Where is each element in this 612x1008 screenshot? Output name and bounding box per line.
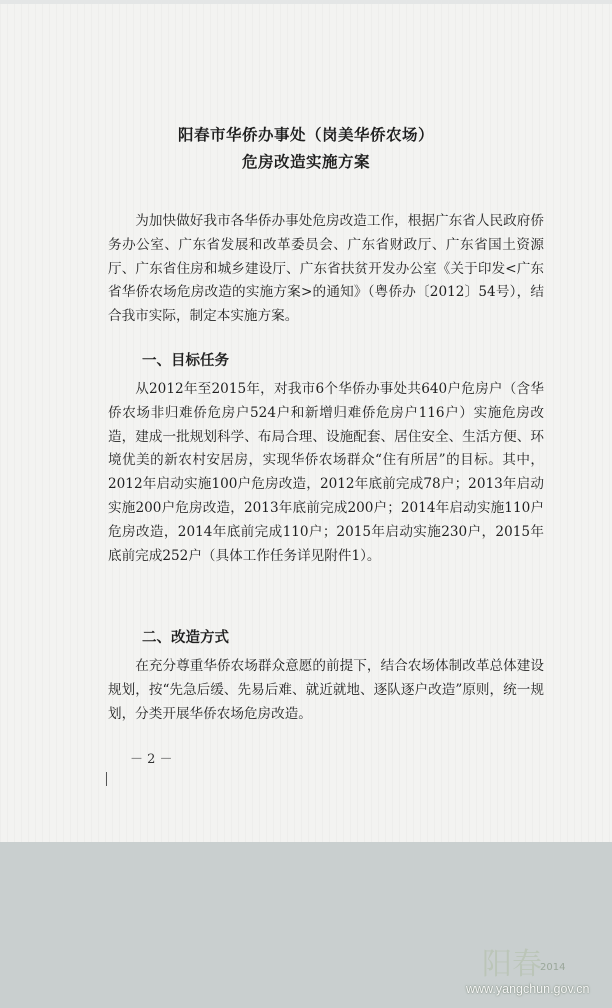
scan-mark [106, 772, 107, 786]
section2-heading: 二、改造方式 [142, 629, 229, 646]
document-subtitle: 危房改造实施方案 [241, 152, 370, 171]
section1-paragraph: 从2012年至2015年，对我市6个华侨办事处共640户危房户（含华侨农场非归难侨危房户524户和新增归难侨危房户116户）实施危房改造，建成一批规划科学、布局合理、设施配套、居住安全、生活方便、环境优美的新农村安居房，实现华侨农场群众“住有所居”的目标。其中，2012年启动实施100户危房改造，2012年底前完成78户；2013年启动实施200户危房改造，2013年底前完成200户；2014年启动实施110户危房改造，2014年底前完成110户；2015年启动实施230户，2015年底前完成252户（具体工作任务详见附件1）。 [108, 381, 544, 564]
section1-heading: 一、目标任务 [142, 352, 229, 369]
watermark-url: www.yangchun.gov.cn [466, 982, 590, 996]
document-title: 阳春市华侨办事处（岗美华侨农场） [177, 125, 434, 144]
watermark-logo-text: 阳春 [482, 947, 542, 982]
intro-paragraph: 为加快做好我市各华侨办事处危房改造工作，根据广东省人民政府侨务办公室、广东省发展和改革委员会、广东省财政厅、广东省国土资源厅、广东省住房和城乡建设厅、广东省扶贫开发办公室《关于印发<广东省华侨农场危房改造的实施方案>的通知》（粤侨办〔2012〕54号），结合我市实际，制定本实施方案。 [108, 213, 544, 325]
page-number: － 2 － [130, 752, 173, 767]
watermark-year: 2014 [540, 962, 566, 973]
section2-paragraph: 在充分尊重华侨农场群众意愿的前提下，结合农场体制改革总体建设规划，按“先急后缓、先易后难、就近就地、逐队逐户改造”原则，统一规划，分类开展华侨农场危房改造。 [108, 658, 544, 722]
scan-edge [0, 0, 612, 4]
